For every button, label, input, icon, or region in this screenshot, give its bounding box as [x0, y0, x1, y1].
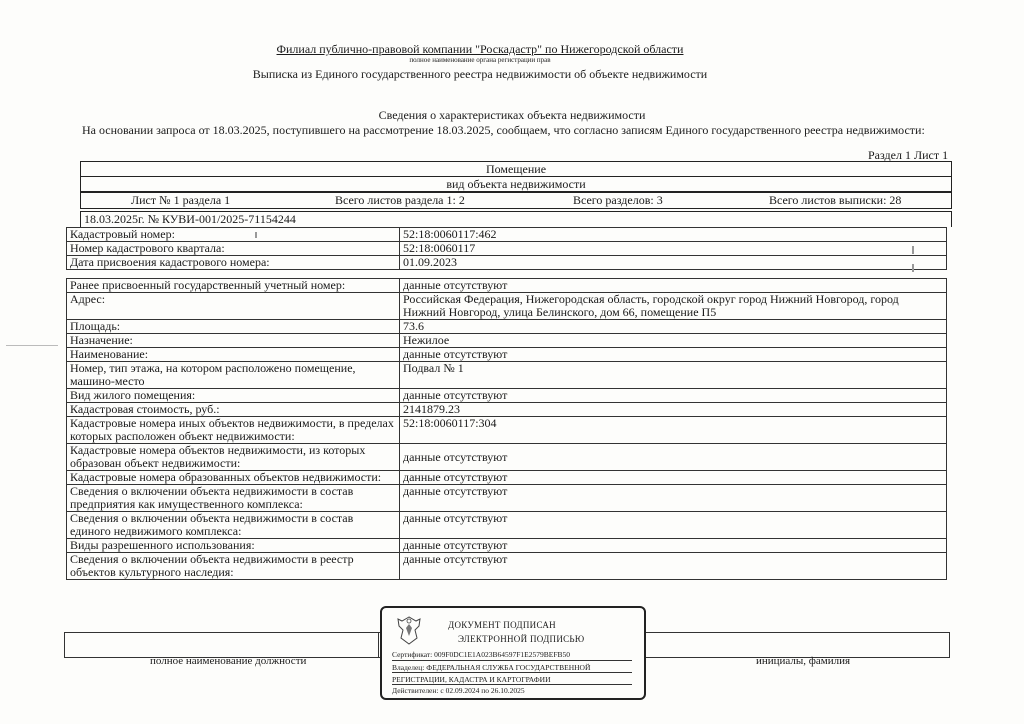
- section-sheet-count: Всего листов раздела 1: 2: [335, 193, 465, 207]
- table-row: [67, 242, 947, 256]
- row-value: 52:18:0060117:462: [400, 228, 947, 242]
- row-label: Назначение:: [67, 334, 400, 348]
- row-value: данные отсутствуют: [400, 389, 947, 403]
- table-row: [67, 471, 947, 485]
- table-row: [67, 228, 947, 242]
- emblem-icon: [392, 614, 426, 648]
- stamp-validity: Действителен: с 02.09.2024 по 26.10.2025: [392, 686, 525, 695]
- row-value: данные отсутствуют: [400, 539, 947, 553]
- object-kind-caption: вид объекта недвижимости: [80, 176, 952, 192]
- table-row: [67, 256, 947, 270]
- position-label: полное наименование должности: [150, 655, 307, 667]
- row-value: 2141879.23: [400, 403, 947, 417]
- table-row: [67, 279, 947, 293]
- table-row: [67, 444, 947, 471]
- info-title: Сведения о характеристиках объекта недвижимости: [378, 108, 646, 122]
- sheet-info-row: [80, 192, 952, 209]
- row-label: Кадастровые номера иных объектов недвижимости, в пределах которых расположен объект недвижимости:: [67, 417, 400, 444]
- row-label: Кадастровый номер:: [67, 228, 400, 242]
- stamp-rule: [392, 660, 632, 661]
- scan-speck: [912, 264, 914, 272]
- stamp-rule: [392, 672, 632, 673]
- table-row: [67, 293, 947, 320]
- scan-streak: [6, 345, 58, 346]
- row-value: 73.6: [400, 320, 947, 334]
- signature-divider: [378, 632, 379, 658]
- request-text: На основании запроса от 18.03.2025, поступившего на рассмотрение 18.03.2025, сообщаем, что согласно записям Единого государственного реестра недвижимости:: [82, 123, 925, 137]
- row-label: Сведения о включении объекта недвижимости в состав единого недвижимого комплекса:: [67, 512, 400, 539]
- row-value: данные отсутствуют: [400, 444, 947, 471]
- stamp-owner-cont: РЕГИСТРАЦИИ, КАДАСТРА И КАРТОГРАФИИ: [392, 675, 551, 684]
- stamp-subtitle: ЭЛЕКТРОННОЙ ПОДПИСЬЮ: [458, 634, 585, 644]
- row-label: Сведения о включении объекта недвижимости в реестр объектов культурного наследия:: [67, 553, 400, 580]
- row-label: Кадастровые номера объектов недвижимости, из которых образован объект недвижимости:: [67, 444, 400, 471]
- cadastral-table: [66, 227, 947, 270]
- row-label: Кадастровые номера образованных объектов недвижимости:: [67, 471, 400, 485]
- table-row: [67, 403, 947, 417]
- row-label: Номер, тип этажа, на котором расположено помещение, машино-место: [67, 362, 400, 389]
- sheet-number: Лист № 1 раздела 1: [131, 193, 231, 207]
- row-value: данные отсутствуют: [400, 553, 947, 580]
- extract-date-number: 18.03.2025г. № КУВИ-001/2025-71154244: [80, 211, 952, 227]
- scan-speck: [255, 232, 257, 238]
- table-row: [67, 334, 947, 348]
- table-row: [67, 539, 947, 553]
- object-type: Помещение: [80, 161, 952, 177]
- e-signature-stamp: [380, 606, 646, 700]
- row-label: Виды разрешенного использования:: [67, 539, 400, 553]
- row-label: Дата присвоения кадастрового номера:: [67, 256, 400, 270]
- stamp-certificate: Сертификат: 009F0DC1E1A023B64597F1E2579BEFB50: [392, 650, 570, 659]
- row-label: Наименование:: [67, 348, 400, 362]
- table-row: [67, 553, 947, 580]
- row-value: данные отсутствуют: [400, 279, 947, 293]
- section-label: Раздел 1 Лист 1: [868, 148, 949, 162]
- row-value: данные отсутствуют: [400, 348, 947, 362]
- section-count: Всего разделов: 3: [573, 193, 663, 207]
- row-value: данные отсутствуют: [400, 471, 947, 485]
- table-row: [67, 417, 947, 444]
- row-value: 52:18:0060117:304: [400, 417, 947, 444]
- row-label: Сведения о включении объекта недвижимости в состав предприятия как имущественного комплекса:: [67, 485, 400, 512]
- table-row: [67, 348, 947, 362]
- row-value: 01.09.2023: [400, 256, 947, 270]
- row-label: Адрес:: [67, 293, 400, 320]
- extract-title: Выписка из Единого государственного реестра недвижимости об объекте недвижимости: [252, 67, 708, 81]
- organization-name: Филиал публично-правовой компании "Роскадастр" по Нижегородской области: [276, 42, 684, 56]
- table-row: [67, 320, 947, 334]
- extract-sheet-count: Всего листов выписки: 28: [769, 193, 902, 207]
- table-row: [67, 362, 947, 389]
- table-row: [67, 512, 947, 539]
- row-label: Вид жилого помещения:: [67, 389, 400, 403]
- scan-speck: [912, 246, 914, 254]
- row-label: Площадь:: [67, 320, 400, 334]
- table-row: [67, 389, 947, 403]
- stamp-title: ДОКУМЕНТ ПОДПИСАН: [448, 620, 556, 630]
- characteristics-table: [66, 278, 947, 580]
- row-value: данные отсутствуют: [400, 512, 947, 539]
- table-row: [67, 485, 947, 512]
- row-label: Кадастровая стоимость, руб.:: [67, 403, 400, 417]
- organization-caption: полное наименование органа регистрации прав: [409, 56, 551, 64]
- stamp-rule: [392, 684, 632, 685]
- name-label: инициалы, фамилия: [756, 655, 851, 667]
- row-value: данные отсутствуют: [400, 485, 947, 512]
- row-label: Ранее присвоенный государственный учетный номер:: [67, 279, 400, 293]
- row-label: Номер кадастрового квартала:: [67, 242, 400, 256]
- stamp-owner: Владелец: ФЕДЕРАЛЬНАЯ СЛУЖБА ГОСУДАРСТВЕННОЙ: [392, 663, 591, 672]
- row-value: Нежилое: [400, 334, 947, 348]
- row-value: Российская Федерация, Нижегородская область, городской округ город Нижний Новгород, город Нижний Новгород, улица Белинского, дом 66, помещение П5: [400, 293, 947, 320]
- row-value: 52:18:0060117: [400, 242, 947, 256]
- row-value: Подвал № 1: [400, 362, 947, 389]
